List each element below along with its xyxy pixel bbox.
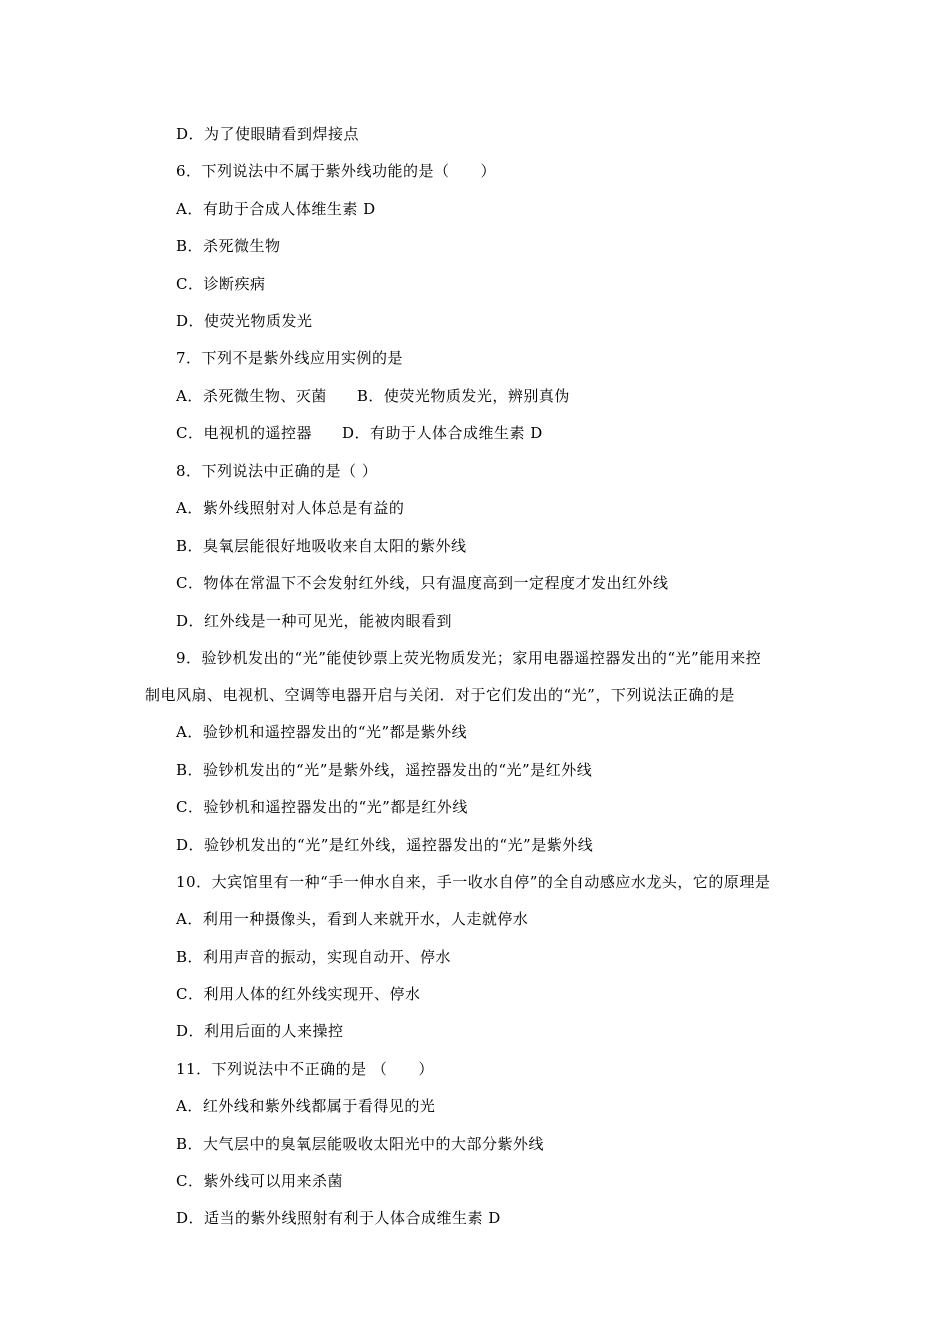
option-11d: D．适当的紫外线照射有利于人体合成维生素 D xyxy=(176,1209,501,1227)
option-10c: C．利用人体的红外线实现开、停水 xyxy=(176,985,421,1003)
option-6a: A．有助于合成人体维生素 D xyxy=(176,200,376,218)
option-7c: C．电视机的遥控器 xyxy=(176,424,312,442)
option-8d: D．红外线是一种可见光，能被肉眼看到 xyxy=(176,612,453,630)
option-7d: D．有助于人体合成维生素 D xyxy=(341,424,543,442)
question-9-line1: 9．验钞机发出的“光”能使钞票上荧光物质发光；家用电器遥控器发出的“光”能用来控 xyxy=(176,649,762,667)
option-10a: A．利用一种摄像头，看到人来就开水，人走就停水 xyxy=(176,910,529,928)
options-7cd xyxy=(176,423,543,443)
option-8c: C．物体在常温下不会发射红外线，只有温度高到一定程度才发出红外线 xyxy=(176,574,669,592)
option-6d: D．使荧光物质发光 xyxy=(176,312,313,330)
option-10d: D．利用后面的人来操控 xyxy=(176,1022,344,1040)
option-9b: B．验钞机发出的“光”是紫外线，遥控器发出的“光”是红外线 xyxy=(176,761,593,779)
option-5d: D．为了使眼睛看到焊接点 xyxy=(176,125,360,143)
option-8b: B．臭氧层能很好地吸收来自太阳的紫外线 xyxy=(176,537,467,555)
option-9a: A．验钞机和遥控器发出的“光”都是紫外线 xyxy=(176,723,468,741)
question-6: 6．下列说法中不属于紫外线功能的是（ ） xyxy=(176,162,497,180)
option-6b: B．杀死微生物 xyxy=(176,237,281,255)
option-7b: B．使荧光物质发光，辨别真伪 xyxy=(356,387,570,405)
question-9-line2: 制电风扇、电视机、空调等电器开启与关闭．对于它们发出的“光”，下列说法正确的是 xyxy=(145,686,735,704)
question-11: 11．下列说法中不正确的是 （ ） xyxy=(176,1060,434,1078)
option-9c: C．验钞机和遥控器发出的“光”都是红外线 xyxy=(176,798,468,816)
question-8: 8．下列说法中正确的是（ ） xyxy=(176,462,378,480)
option-7a: A．杀死微生物、灭菌 xyxy=(176,387,327,405)
option-8a: A．紫外线照射对人体总是有益的 xyxy=(176,499,405,517)
option-11b: B．大气层中的臭氧层能吸收太阳光中的大部分紫外线 xyxy=(176,1135,545,1153)
option-9d: D．验钞机发出的“光”是红外线，遥控器发出的“光”是紫外线 xyxy=(176,836,594,854)
option-11a: A．红外线和紫外线都属于看得见的光 xyxy=(176,1097,436,1115)
option-11c: C．紫外线可以用来杀菌 xyxy=(176,1172,343,1190)
options-7ab xyxy=(176,386,570,406)
question-7: 7．下列不是紫外线应用实例的是 xyxy=(176,349,404,367)
option-10b: B．利用声音的振动，实现自动开、停水 xyxy=(176,948,452,966)
question-10: 10．大宾馆里有一种“手一伸水自来，手一收水自停”的全自动感应水龙头，它的原理是 xyxy=(176,873,771,891)
option-6c: C．诊断疾病 xyxy=(176,275,266,293)
